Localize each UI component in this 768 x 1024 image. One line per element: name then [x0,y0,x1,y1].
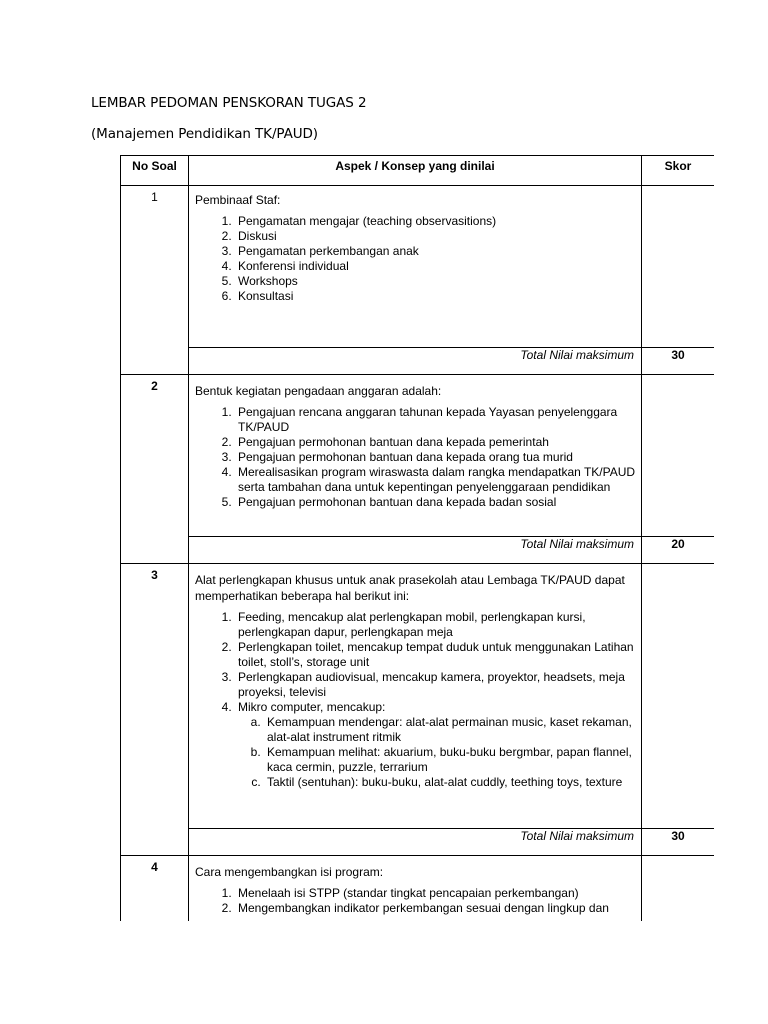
list-item: 1. Pengajuan rencana anggaran tahunan kepada Yayasan penyelenggara TK/PAUD [235,405,641,435]
score-value: 30 [642,348,715,375]
document-title: LEMBAR PEDOMAN PENSKORAN TUGAS 2 [91,95,367,111]
table-row [121,564,715,829]
aspect-list [189,214,641,304]
score-value: 30 [642,829,715,856]
list-item: 2. Perlengkapan toilet, mencakup tempat duduk untuk menggunakan Latihan toilet, stoll’s, storage unit [235,640,641,670]
header-skor: Skor [642,156,715,186]
question-number: 3 [121,564,189,856]
aspect-intro: Pembinaaf Staf: [195,193,281,207]
list-item: 6. Konsultasi [235,289,641,304]
aspect-intro: Alat perlengkapan khusus untuk anak prasekolah atau Lembaga TK/PAUD dapat memperhatikan beberapa hal berikut ini: [195,573,625,603]
score-empty-cell [642,564,715,829]
aspect-cell [189,856,642,922]
aspect-list [189,886,641,916]
table-header-row [121,156,715,186]
list-item: 3. Pengamatan perkembangan anak [235,244,641,259]
sub-list-item: a. Kemampuan mendengar: alat-alat permainan music, kaset rekaman, alat-alat instrument ritmik [264,715,641,745]
list-item: 5. Workshops [235,274,641,289]
aspect-intro: Cara mengembangkan isi program: [195,865,384,879]
aspect-cell [189,375,642,537]
list-item: 3. Perlengkapan audiovisual, mencakup kamera, proyektor, headsets, meja proyeksi, televisi [235,670,641,700]
list-item: 3. Pengajuan permohonan bantuan dana kepada orang tua murid [235,450,641,465]
list-item: 2. Mengembangkan indikator perkembangan sesuai dengan lingkup dan [235,901,641,916]
aspect-list [189,405,641,510]
aspect-list [189,610,641,790]
scoring-table [120,155,714,921]
question-number: 4 [121,856,189,922]
list-item: 1. Menelaah isi STPP (standar tingkat pencapaian perkembangan) [235,886,641,901]
aspect-sublist [238,715,641,790]
list-item: 4. Konferensi individual [235,259,641,274]
question-number: 1 [121,186,189,375]
list-item: 2. Pengajuan permohonan bantuan dana kepada pemerintah [235,435,641,450]
table-row [121,186,715,348]
sub-list-item: b. Kemampuan melihat: akuarium, buku-buku bergmbar, papan flannel, kaca cermin, puzzle, terrarium [264,745,641,775]
aspect-cell [189,564,642,829]
total-row [121,829,715,856]
list-item [235,700,641,790]
question-number: 2 [121,375,189,564]
list-item: 2. Diskusi [235,229,641,244]
header-no-soal: No Soal [121,156,189,186]
list-item: 1. Feeding, mencakup alat perlengkapan mobil, perlengkapan kursi, perlengkapan dapur, perlengkapan meja [235,610,641,640]
score-empty-cell [642,375,715,537]
table-row [121,856,715,922]
aspect-intro: Bentuk kegiatan pengadaan anggaran adalah: [195,384,442,398]
header-aspek: Aspek / Konsep yang dinilai [189,156,642,186]
score-value: 20 [642,537,715,564]
list-item-text: Mikro computer, mencakup: [238,700,386,714]
scoring-table-container [120,155,714,921]
sub-list-item: c. Taktil (sentuhan): buku-buku, alat-alat cuddly, teething toys, texture [264,775,641,790]
document-subtitle: (Manajemen Pendidikan TK/PAUD) [91,126,318,142]
list-item: 4. Merealisasikan program wiraswasta dalam rangka mendapatkan TK/PAUD serta tambahan dana untuk kepentingan penyelenggaraan pendidikan [235,465,641,495]
list-item: 1. Pengamatan mengajar (teaching observasitions) [235,214,641,229]
table-row [121,375,715,537]
aspect-cell [189,186,642,348]
list-item: 5. Pengajuan permohonan bantuan dana kepada badan sosial [235,495,641,510]
total-row [121,348,715,375]
total-label: Total Nilai maksimum [189,348,642,375]
total-label: Total Nilai maksimum [189,537,642,564]
score-empty-cell [642,186,715,348]
total-row [121,537,715,564]
total-label: Total Nilai maksimum [189,829,642,856]
score-empty-cell [642,856,715,922]
